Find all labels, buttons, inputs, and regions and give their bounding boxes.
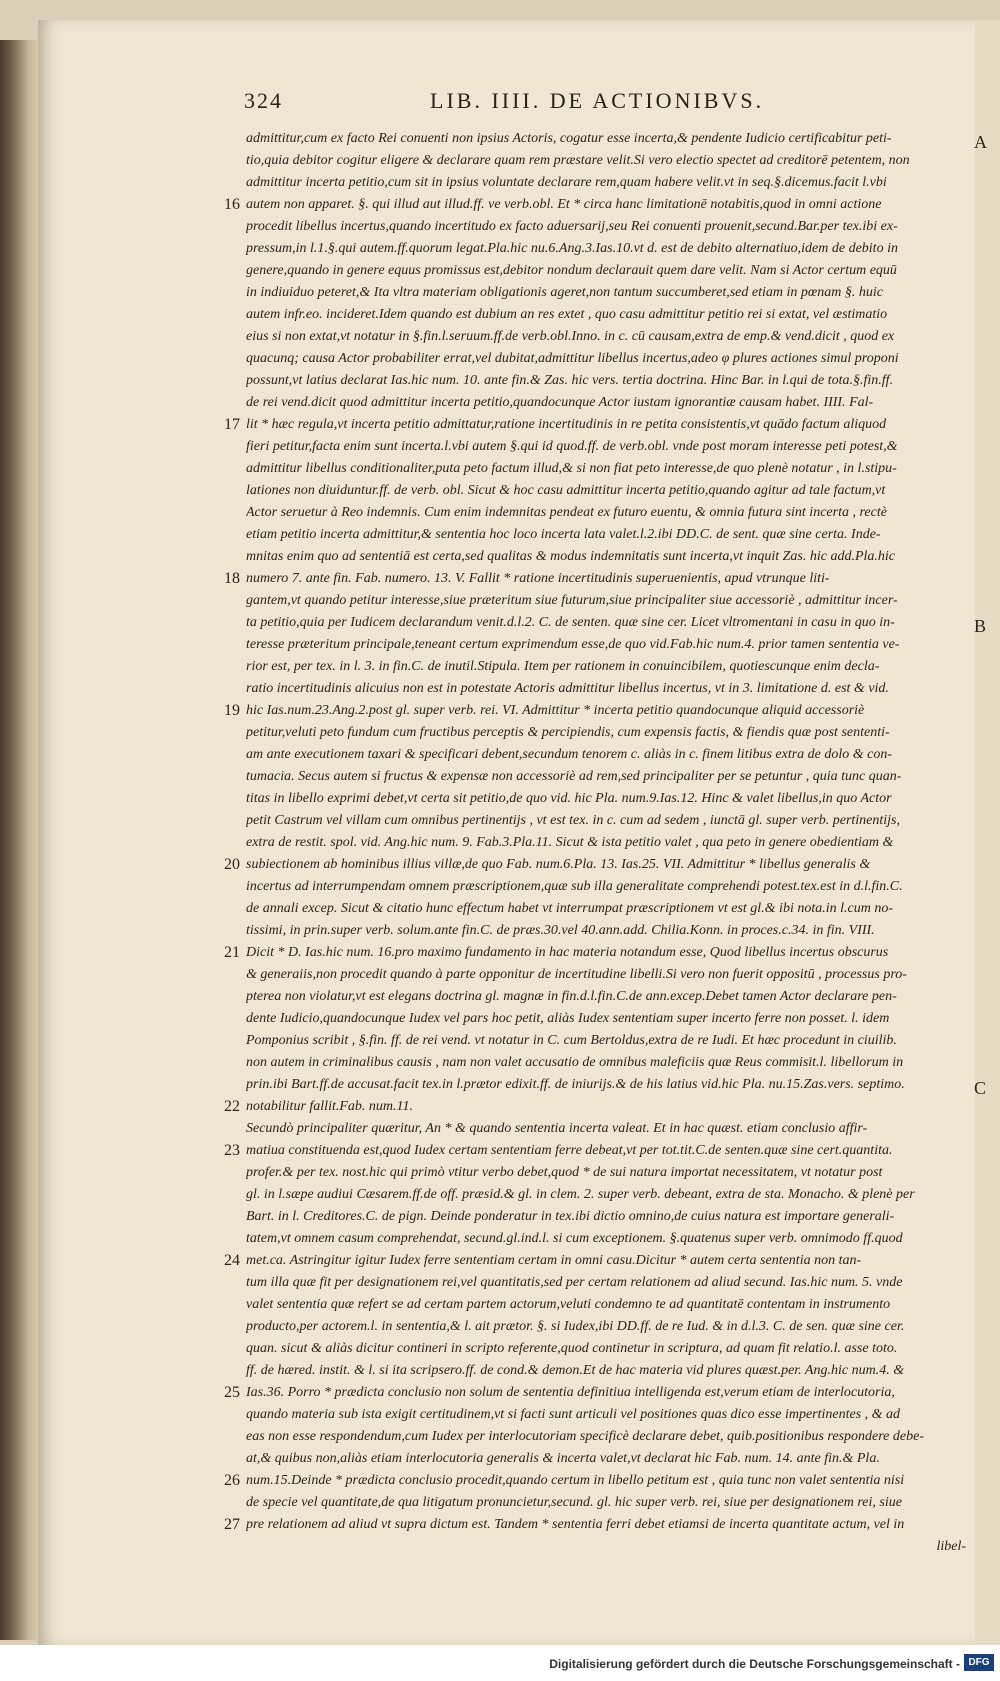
- text-line: tum illa quæ fit per designationem rei,vel quantitatis,sed per certam relationem ad aliud secund. Ias.hic num. 5. vnde: [246, 1275, 903, 1290]
- text-line: de rei vend.dicit quod admittitur incerta petitio,quandocunque Actor iustam ignorantiæ causam habet. IIII. Fal-: [246, 395, 874, 410]
- footer-bar: [0, 1645, 1000, 1681]
- text-line: Dicit * D. Ias.hic num. 16.pro maximo fundamento in hac materia notandum esse, Quod libellus incertus obscurus: [246, 945, 889, 960]
- text-line: Pomponius scribit , §.fin. ff. de rei vend. vt notatur in C. cum Bertoldus,extra de re Iudi. Et hæc procedunt in ciuilib.: [246, 1033, 897, 1048]
- body-text: [246, 128, 966, 1558]
- book-spine-edge: [0, 40, 38, 1640]
- text-line: Actor seruetur à Reo indemnis. Cum enim indemnitas pendeat ex futuro euentu, & omnia futura sint incerta , rectè: [246, 505, 887, 520]
- text-line: libel-: [936, 1539, 966, 1554]
- text-line: de annali excep. Sicut & citatio hunc effectum habet vt interrumpat præscriptionem vt est gl.& ibi nota.in l.cum no-: [246, 901, 893, 916]
- text-line: de specie vel quantitate,de qua litigatum pronuncietur,secund. gl. hic super verb. rei, siue per designationem rei, siue: [246, 1495, 902, 1510]
- margin-line-number: 16: [224, 196, 240, 213]
- text-line: ff. de hæred. instit. & l. si ita scripsero.ff. de cond.& demon.Et de hac materia vid plures quæst.per. Ang.hic num.4. &: [246, 1363, 905, 1378]
- margin-line-number: 21: [224, 944, 240, 961]
- text-line: notabilitur fallit.Fab. num.11.: [246, 1099, 413, 1114]
- page-number: 324: [244, 88, 283, 113]
- text-line: incertus ad interrumpendam omnem præscriptionem,quæ sub illa generalitate comprehendi potest.tex.est in d.l.fin.C.: [246, 879, 903, 894]
- text-line: autem non apparet. §. qui illud aut illud.ff. ve verb.obl. Et * circa hanc limitationē notabitis,quod in omni actione: [246, 197, 882, 212]
- text-line: petitur,veluti peto fundum cum fructibus perceptis & percipiendis, cum expensis factis, & fiendis quæ post sententi-: [246, 725, 890, 740]
- text-line: pterea non violatur,vt est elegans doctrina gl. magnæ in fin.d.l.fin.C.de ann.excep.Debet tamen Actor declarare pen-: [246, 989, 897, 1004]
- text-line: prin.ibi Bart.ff.de accusat.facit tex.in l.prætor edixit.ff. de iniurijs.& de his latius vid.hic Pla. nu.15.Zas.vers. septimo.: [246, 1077, 905, 1092]
- text-line: at,& quibus non,aliàs etiam interlocutoria generalis & incerta valet,vt declarat hic Fab. num. 14. ante fin.& Pla.: [246, 1451, 880, 1466]
- text-line: in indiuiduo peteret,& Ita vltra materiam obligationis ageret,non tantum succumberet,sed etiam in pœnam §. huic: [246, 285, 883, 300]
- text-line: admittitur,cum ex facto Rei conuenti non ipsius Actoris, cogatur esse incerta,& pendente Iudicio certificabitur peti-: [246, 131, 892, 146]
- margin-line-number: 22: [224, 1098, 240, 1115]
- text-line: lationes non diuiduntur.ff. de verb. obl. Sicut & hoc casu admittitur incerta petitio,quando agitur ad tale factum,vt: [246, 483, 886, 498]
- text-line: non autem in criminalibus causis , nam non valet accusatio de omnibus maleficiis quæ Reus commisit.l. libellorum in: [246, 1055, 904, 1070]
- margin-section-letter: B: [974, 616, 987, 636]
- text-line: am ante executionem taxari & specificari debent,secundum tenorem c. aliàs in c. finem litibus extra de dolo & con-: [246, 747, 893, 762]
- text-line: extra de restit. spol. vid. Ang.hic num. 9. Fab.3.Pla.11. Sicut & ista petitio valet , qua peto in genere obedientiam &: [246, 835, 894, 850]
- text-line: pressum,in l.1.§.qui autem.ff.quorum legat.Pla.hic nu.6.Ang.3.Ias.10.vt d. est de debito alternatiuo,idem de debito in: [246, 241, 898, 256]
- text-line: mnitas enim quo ad sententiā est certa,sed qualitas & modus indemnitatis sunt incerta,vt inquit Zas. hic add.Pla.hic: [246, 549, 896, 564]
- margin-line-number: 18: [224, 570, 240, 587]
- margin-section-letter: C: [974, 1078, 987, 1098]
- margin-line-number: 27: [224, 1516, 240, 1533]
- margin-line-number: 23: [224, 1142, 240, 1159]
- margin-line-number: 26: [224, 1472, 240, 1489]
- margin-line-number: 19: [224, 702, 240, 719]
- text-line: quacunq; causa Actor probabiliter errat,vel dubitat,admittitur libellus incertus,adeo φ plures actiones simul proponi: [246, 351, 899, 366]
- text-line: admittitur incerta petitio,cum sit in ipsius voluntate declarare rem,quam habere velit.vt in seq.§.dicemus.facit l.vbi: [246, 175, 887, 190]
- footer-credit: Digitalisierung gefördert durch die Deutsche Forschungsgemeinschaft -: [549, 1657, 960, 1671]
- text-line: teresse præteritum principale,teneant certum exprimendum esse,de quo vid.Fab.hic num.4. prior tamen sententia ve-: [246, 637, 900, 652]
- text-line: fieri petitur,facta enim sunt incerta.l.vbi autem §.qui id quod.ff. de verb.obl. vnde post moram interesse peti potest,&: [246, 439, 898, 454]
- text-line: quando materia sub ista exigit certitudinem,vt si facti sunt articuli vel positiones quas dico esse impertinentes , & ad: [246, 1407, 901, 1422]
- text-line: valet sententia quæ refert se ad certam partem actorum,veluti condemno te ad quantitatē contentam in instrumento: [246, 1297, 891, 1312]
- text-line: ta petitio,quia per Iudicem declarandum venit.d.l.2. C. de senten. quæ sine cer. Licet vltromentani in casu in quo in-: [246, 615, 895, 630]
- text-line: possunt,vt latius declarat Ias.hic num. 10. ante fin.& Zas. hic vers. tertia doctrina. Hinc Bar. in l.qui de tota.§.fin.ff.: [246, 373, 894, 388]
- text-line: profer.& per tex. nost.hic qui primò vtitur verbo debet,quod * de sui natura importat necessitatem, vt notatur post: [246, 1165, 883, 1180]
- text-line: & generaiis,non procedit quando à parte opponitur de incertitudine libelli.Si vero non fuerit oppositū , processus pro-: [246, 967, 907, 982]
- text-line: ratio incertitudinis alicuius non est in potestate Actoris admittitur libellus incertus, vt in 3. limitatione d. est & vid.: [246, 681, 889, 696]
- text-line: tumacia. Secus autem si fructus & expensæ non accessoriè ad rem,sed principaliter per se petuntur , quia tunc quan-: [246, 769, 902, 784]
- page-title: LIB. IIII. DE ACTIONIBVS.: [430, 88, 765, 113]
- text-line: rior est, per tex. in l. 3. in fin.C. de inutil.Stipula. Item per rationem in conuincibilem, quotiescunque enim decla-: [246, 659, 880, 674]
- text-line: admittitur libellus conditionaliter,puta peto factum illud,& si non fiat peto interesse,de quo plenè notatur , in l.stipu-: [246, 461, 897, 476]
- text-line: eas non esse respondendum,cum Iudex per interlocutoriam specificè declarare debet, quib.positionibus respondere debe-: [246, 1429, 924, 1444]
- text-line: Secundò principaliter quæritur, An * & quando sententia incerta valeat. Et in hac quæst. etiam conclusio affir-: [246, 1121, 868, 1136]
- text-line: tio,quia debitor cogitur eligere & declarare quam rem præstare velit.Si vero electio spectet ad creditorē petentem, non: [246, 153, 910, 168]
- text-line: petit Castrum vel villam cum omnibus pertinentijs , vt est tex. in c. cum ad sedem , iunctā gl. super verb. pertinentijs,: [246, 813, 901, 828]
- text-line: num.15.Deinde * prædicta conclusio procedit,quando certum in libello petitum est , quia tunc non valet sententia nisi: [246, 1473, 905, 1488]
- text-line: tissimi, in prin.super verb. solum.ante fin.C. de præs.30.vel 40.ann.add. Chilia.Konn. in proces.c.34. in fin. VIII.: [246, 923, 875, 938]
- margin-line-number: 17: [224, 416, 240, 433]
- text-line: lit * hæc regula,vt incerta petitio admittatur,ratione incertitudinis in re petita consistentis,vt quādo factum aliquod: [246, 417, 887, 432]
- margin-line-number: 24: [224, 1252, 240, 1269]
- margin-line-number: 20: [224, 856, 240, 873]
- text-line: eius si non extat,vt notatur in §.fin.l.seruum.ff.de verb.obl.Inno. in c. cū causam,extra de emp.& vend.dicit , quod ex: [246, 329, 895, 344]
- text-line: producto,per actorem.l. in sententia,& l. ait prætor. §. si Iudex,ibi DD.ff. de re Iud. & in d.l.3. C. de sen. quæ sine cer.: [246, 1319, 905, 1334]
- page-margin: [975, 20, 1000, 1645]
- text-line: titas in libello exprimi debet,vt certa sit petitio,de quo vid. hic Pla. num.9.Ias.12. Hinc & valet libellus,in quo Actor: [246, 791, 892, 806]
- text-line: etiam petitio incerta admittitur,& sententia hoc loco incerta lata valet.l.2.ibi DD.C. de sent. quæ sine certa. Inde-: [246, 527, 881, 542]
- text-line: Ias.36. Porro * prædicta conclusio non solum de sententia definitiua intelligenda est,verum etiam de interlocutoria,: [246, 1385, 895, 1400]
- text-line: hic Ias.num.23.Ang.2.post gl. super verb. rei. VI. Admittitur * incerta petitio quandocunque aliquid accessoriè: [246, 703, 865, 718]
- margin-line-number: 25: [224, 1384, 240, 1401]
- text-line: matiua constituenda est,quod Iudex certam sententiam ferre debeat,vt per tot.tit.C.de senten.quæ sine cert.quantita.: [246, 1143, 893, 1158]
- text-line: gl. in l.sæpe audiui Cæsarem.ff.de off. præsid.& gl. in clem. 2. super verb. debeant, extra de sta. Monacho. & plenè per: [246, 1187, 915, 1202]
- margin-section-letter: A: [974, 132, 987, 152]
- text-line: gantem,vt quando petitur interesse,siue præteritum siue futurum,siue principaliter siue accessoriè , admittitur incer-: [246, 593, 898, 608]
- text-line: quan. sicut & aliàs dicitur contineri in scripto referente,quod continetur in scriptura, ad quam fit relatio.l. asse toto.: [246, 1341, 898, 1356]
- text-line: genere,quando in genere equus promissus est,debitor nondum declarauit quem dare velit. Nam si Actor certum equū: [246, 263, 897, 278]
- text-line: subiectionem ab hominibus illius villæ,de quo Fab. num.6.Pla. 13. Ias.25. VII. Admittitur * libellus generalis &: [246, 857, 871, 872]
- text-line: procedit libellus incertus,quando incertitudo ex facto aduersarij,seu Rei conuenti prouenit,secund.Bar.per tex.ibi ex-: [246, 219, 898, 234]
- running-head: [244, 88, 964, 124]
- dfg-logo: DFG: [964, 1654, 994, 1671]
- text-line: pre relationem ad aliud vt supra dictum est. Tandem * sententia ferri debet etiamsi de incerta quantitate actum, vel in: [246, 1517, 905, 1532]
- text-line: numero 7. ante fin. Fab. numero. 13. V. Fallit * ratione incertitudinis superuenientis, apud vtrunque liti-: [246, 571, 830, 586]
- text-line: tatem,vt omnem casum comprehendat, secund.gl.ind.l. si cum exceptionem. §.quatenus super verb. omnimodo ff.quod: [246, 1231, 903, 1246]
- text-line: dente Iudicio,quandocunque Iudex vel pars hoc petit, aliàs Iudex sententiam super incerto ferre non posset. l. idem: [246, 1011, 890, 1026]
- text-line: met.ca. Astringitur igitur Iudex ferre sententiam certam in omni casu.Dicitur * autem certa sententia non tan-: [246, 1253, 862, 1268]
- text-line: Bart. in l. Creditores.C. de pign. Deinde ponderatur in tex.ibi dictio omnino,de cuius natura est importare generali-: [246, 1209, 895, 1224]
- text-line: autem infr.eo. incideret.Idem quando est dubium an res extet , quo casu admittitur petitio rei si extat, vel æstimatio: [246, 307, 888, 322]
